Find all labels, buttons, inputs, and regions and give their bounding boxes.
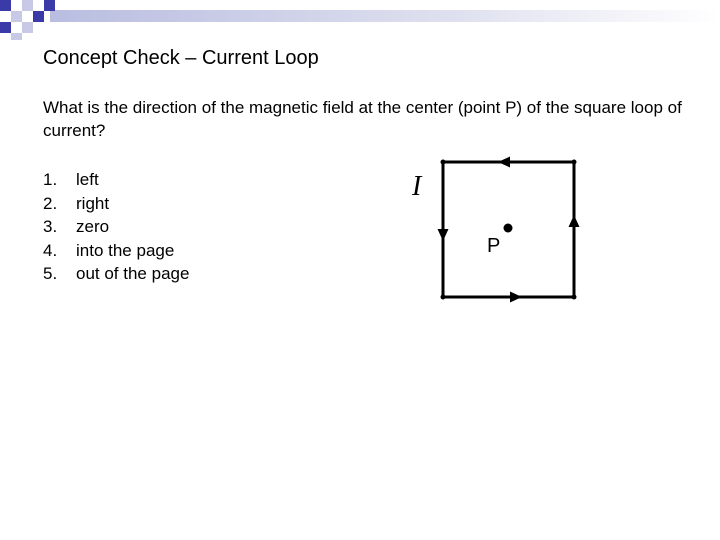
corner-dot [441, 160, 446, 165]
point-label: P [487, 235, 501, 257]
slide-title: Concept Check – Current Loop [43, 47, 319, 69]
corner-dot [572, 295, 577, 300]
center-point-dot [504, 224, 513, 233]
question-text: What is the direction of the magnetic field at the center (point P) of the square loop of current? [43, 98, 682, 140]
option-number: 3. [43, 217, 58, 236]
option-label: left [76, 170, 99, 189]
option-number: 1. [43, 170, 58, 189]
current-label: I [412, 171, 422, 202]
option-number: 2. [43, 193, 58, 213]
option-label: zero [76, 217, 110, 236]
current-arrow-left [498, 157, 510, 168]
option-label: out of the page [76, 264, 190, 283]
option-label: into the page [76, 240, 175, 260]
corner-dot [441, 295, 446, 300]
current-arrow-right [510, 292, 522, 303]
current-arrow-up [569, 215, 580, 227]
corner-dot [572, 160, 577, 165]
option-number: 5. [43, 264, 58, 283]
current-arrow-down [438, 229, 449, 241]
option-number: 4. [43, 240, 58, 260]
option-label: right [76, 193, 110, 213]
